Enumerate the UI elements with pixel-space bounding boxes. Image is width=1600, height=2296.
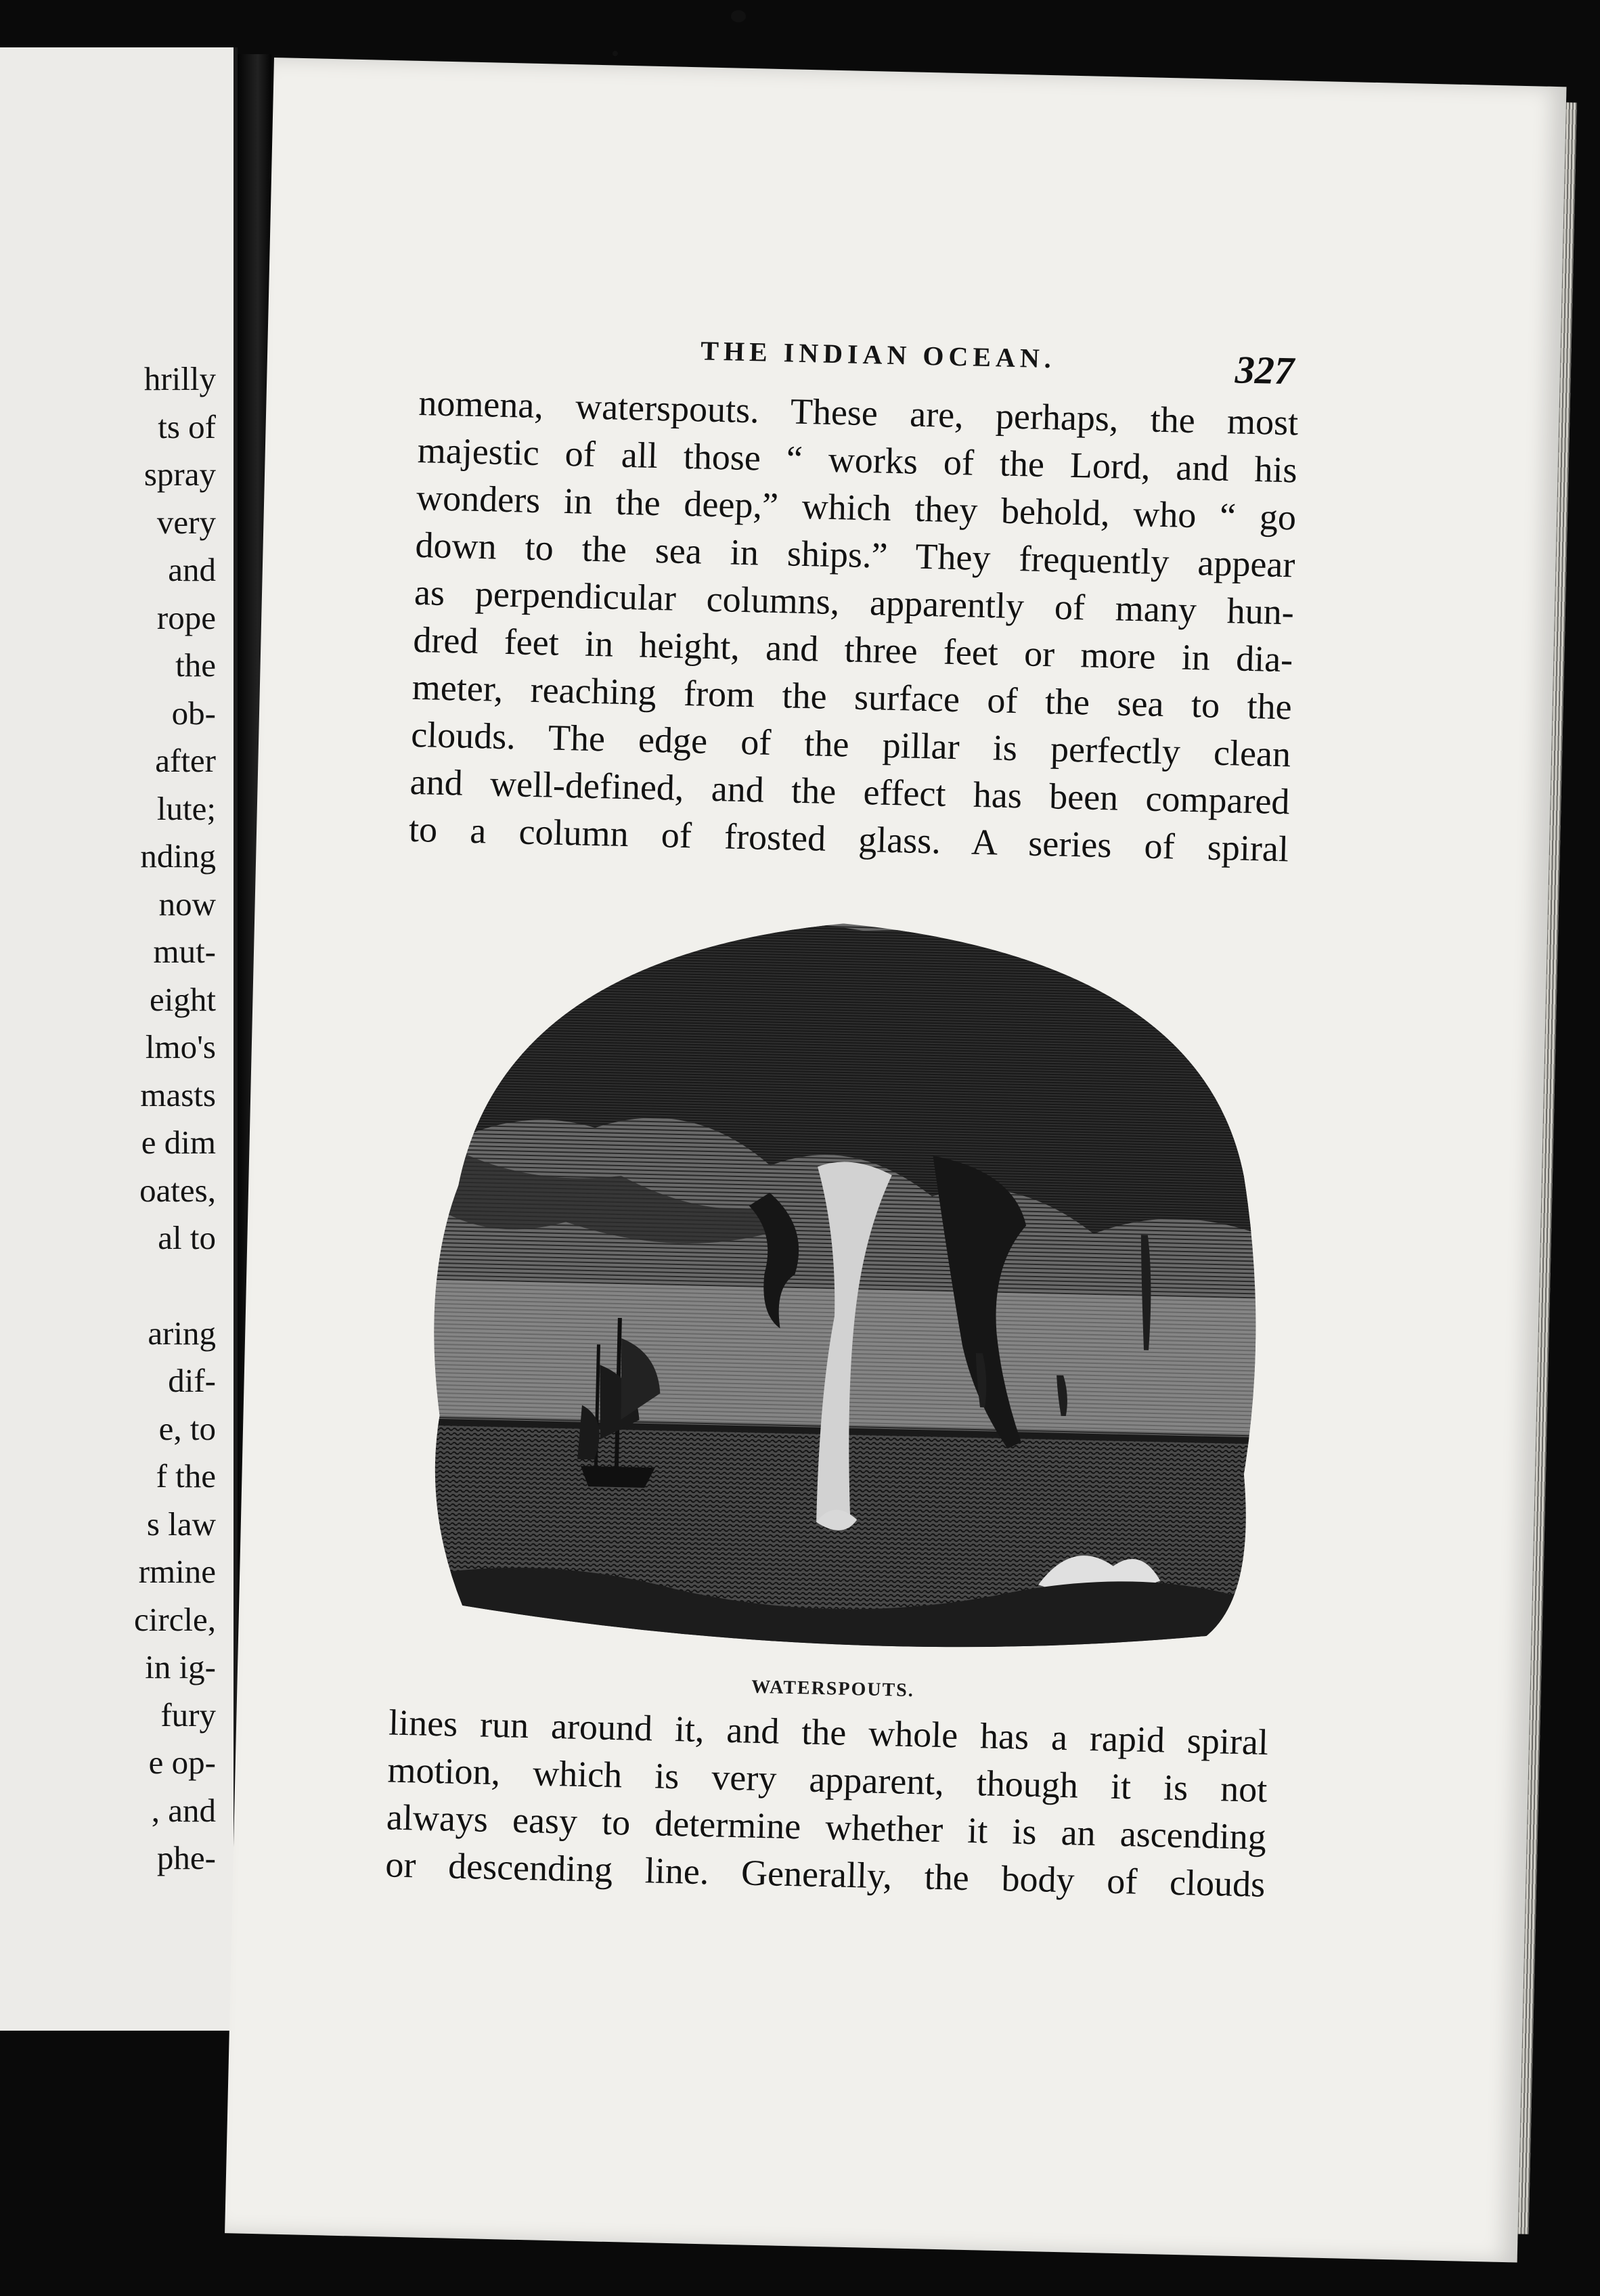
left-line: e dim [141, 1124, 216, 1161]
left-line: ob- [171, 694, 216, 732]
left-line: masts [140, 1076, 216, 1113]
left-line: dif- [168, 1362, 216, 1399]
text-line: to a column of frosted glass. A series of spiral [408, 808, 1289, 870]
text-line: clouds. The edge of the pillar is perfectly clean [410, 713, 1291, 775]
left-line: after [155, 742, 216, 779]
left-line: very [156, 503, 216, 541]
text-line: as perpendicular columns, apparently of many hun- [414, 571, 1295, 633]
left-line: nding [140, 837, 216, 875]
paragraph-top [408, 379, 1299, 873]
left-line: lmo's [145, 1028, 216, 1065]
left-line: e op- [148, 1744, 216, 1781]
left-line: fury [160, 1696, 216, 1734]
left-line: rmine [138, 1553, 216, 1590]
left-line: phe- [156, 1839, 216, 1876]
text-line: or descending line. Generally, the body of clouds [384, 1844, 1266, 1905]
paragraph-gap [134, 1262, 216, 1310]
left-line: circle, [133, 1600, 216, 1638]
left-line: mut- [153, 933, 216, 970]
left-line: al to [158, 1219, 216, 1256]
left-line: in ig- [145, 1648, 216, 1685]
page-number: 327 [1235, 347, 1295, 393]
paragraph-bottom [385, 1698, 1269, 1907]
left-line: hrilly [143, 360, 216, 397]
left-facing-page [0, 47, 238, 2031]
figure-caption: WATERSPOUTS. [751, 1676, 915, 1702]
text-line: always easy to determine whether it is an ascending [386, 1796, 1267, 1857]
left-line: e, to [158, 1409, 216, 1447]
text-line: lines run around it, and the whole has a rapid spiral [388, 1702, 1269, 1763]
text-line: dred feet in height, and three feet or more in dia- [412, 619, 1293, 680]
text-line: majestic of all those “ works of the Lord, and his [417, 429, 1298, 491]
text-line: nomena, waterspouts. These are, perhaps, the most [418, 382, 1299, 443]
text-line: motion, which is very apparent, though it is not [386, 1749, 1268, 1810]
left-page-text-fragments [134, 355, 216, 1882]
running-head: THE INDIAN OCEAN. [700, 335, 1057, 374]
text-line: meter, reaching from the surface of the sea to the [412, 666, 1293, 728]
left-line: , and [151, 1791, 216, 1829]
scan-speck [613, 51, 618, 56]
left-line: f the [156, 1457, 216, 1495]
right-page [225, 58, 1566, 2263]
text-line: down to the sea in ships.” They frequently appear [415, 524, 1296, 586]
left-line: aring [148, 1314, 216, 1352]
left-line: rope [156, 598, 216, 636]
left-line: now [158, 885, 216, 923]
left-line: eight [150, 980, 216, 1018]
text-line: and well-defined, and the effect has been compared [409, 761, 1291, 822]
scan-speck [731, 10, 746, 22]
left-line: the [175, 646, 216, 684]
left-line: oates, [139, 1171, 216, 1209]
left-line: lute; [156, 789, 216, 827]
waterspouts-engraving [407, 900, 1277, 1702]
left-line: and [168, 551, 216, 588]
text-line: wonders in the deep,” which they behold, who “ go [416, 477, 1297, 538]
engraving-illustration [407, 900, 1276, 1677]
left-line: s law [146, 1505, 216, 1543]
left-line: spray [143, 456, 216, 493]
left-line: ts of [158, 407, 216, 445]
